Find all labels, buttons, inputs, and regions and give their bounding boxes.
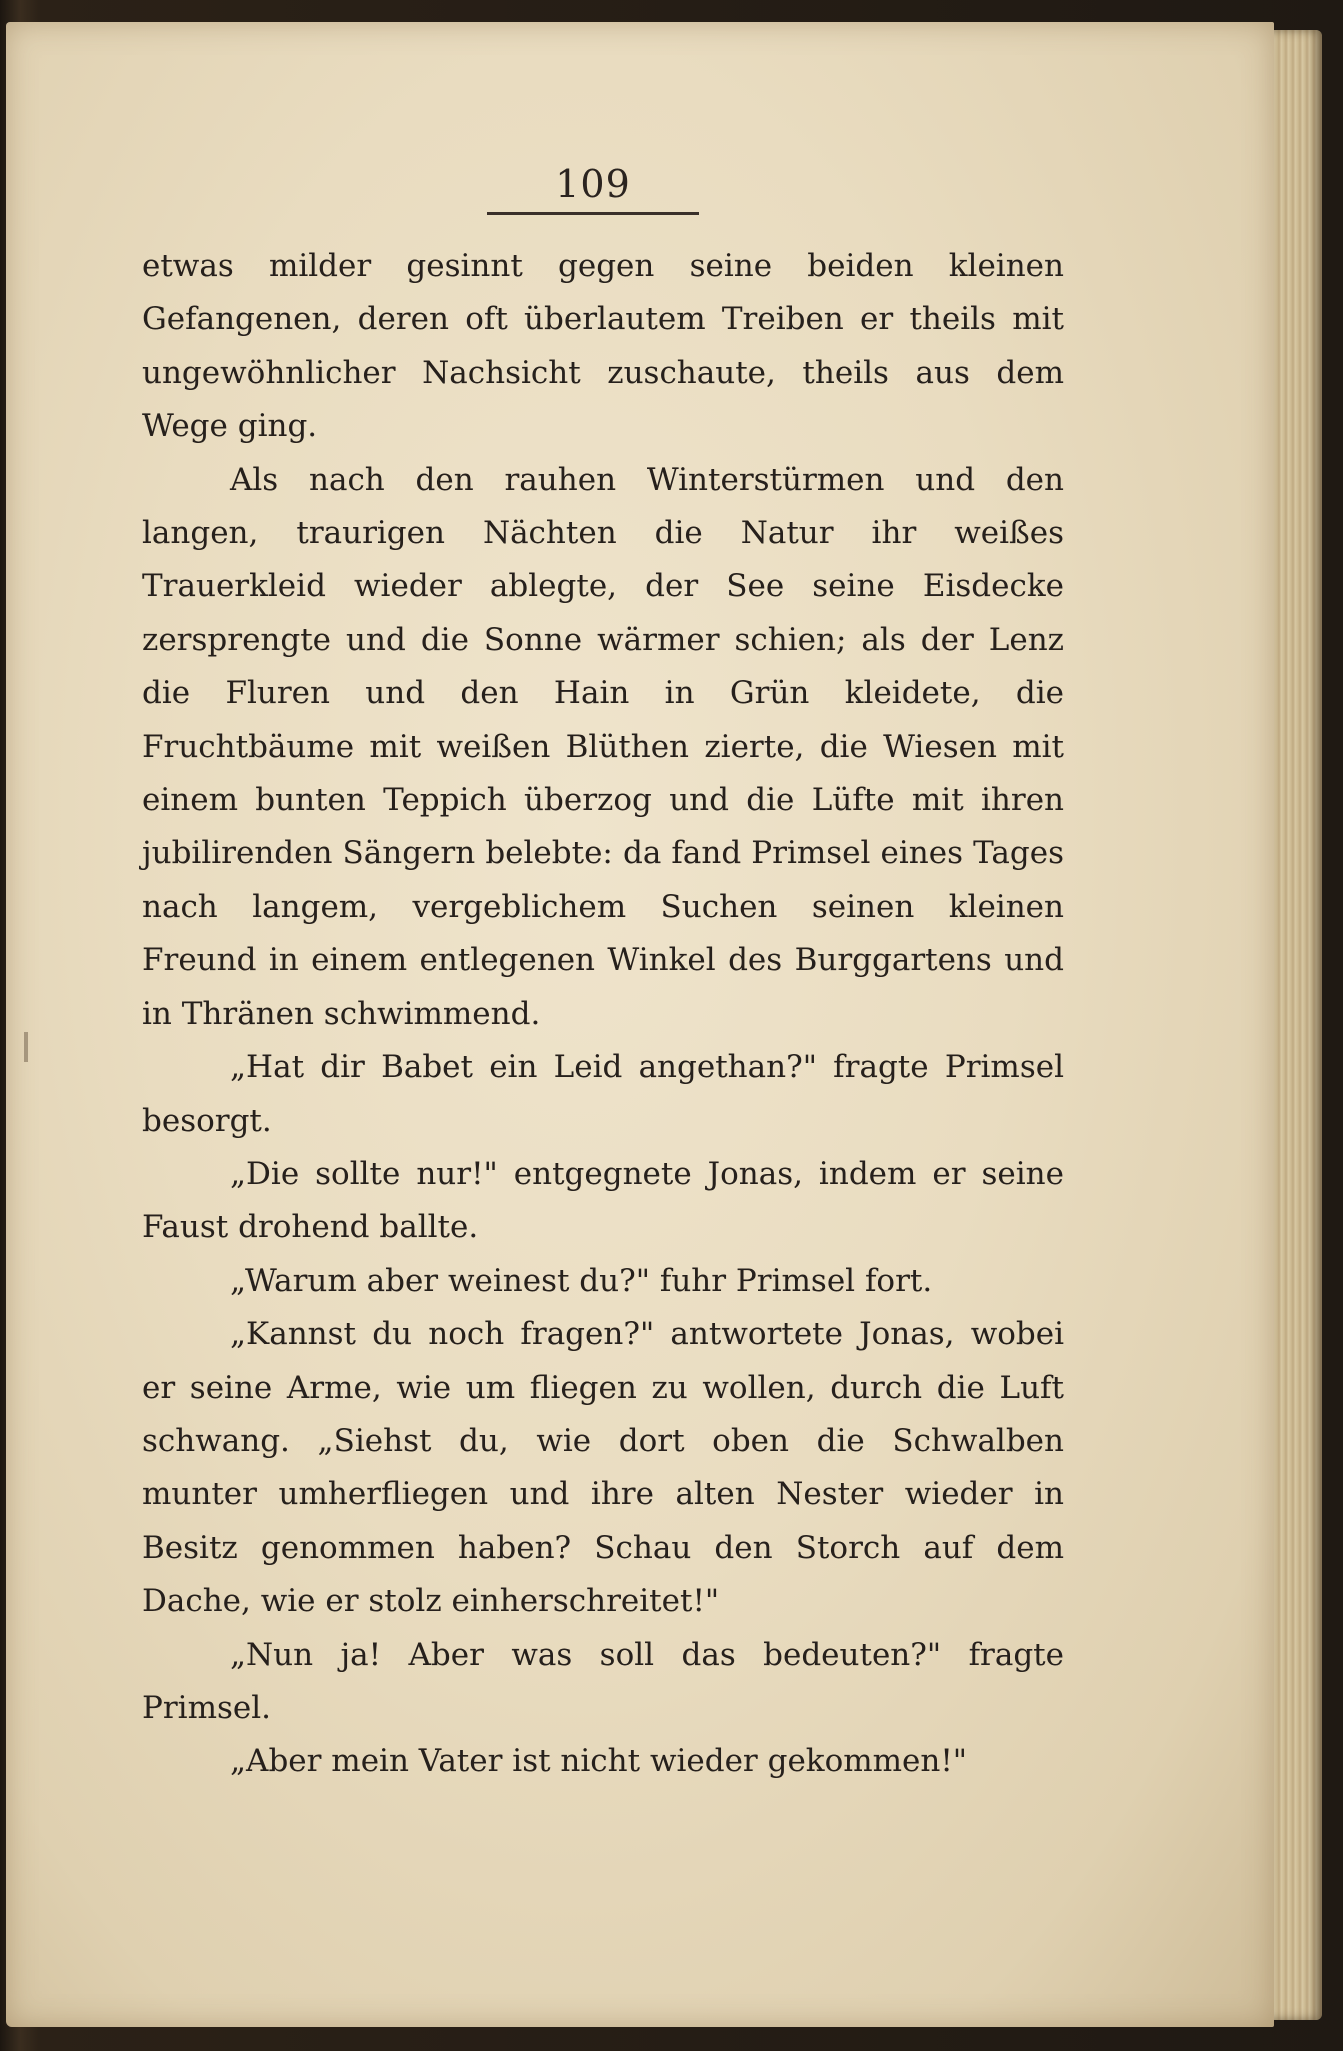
paragraph: „Hat dir Babet ein Leid angethan?" fragte Primsel besorgt. [142, 1049, 1064, 1139]
paragraph: „Nun ja! Aber was soll das bedeuten?" fragte Primsel. [142, 1636, 1064, 1726]
paragraph: „Kannst du noch fragen?" antwortete Jonas, wobei er seine Arme, wie um fliegen zu wollen, durch die Luft schwang. „Siehst du, wie dort oben die Schwalben munter umherfliegen und ihre alten Nester wieder in Besitz genommen haben? Schau den Storch auf dem Dache, wie er stolz einherschreitet!" [142, 1316, 1064, 1620]
paragraph: „Warum aber weinest du?" fuhr Primsel fort. [230, 1262, 933, 1299]
paragraph: „Die sollte nur!" entgegnete Jonas, indem er seine Faust drohend ballte. [142, 1155, 1064, 1246]
book-page [6, 22, 1274, 2027]
page-number: 109 [555, 162, 631, 206]
header-rule [487, 212, 699, 215]
book-fore-edge [1274, 30, 1322, 2020]
margin-mark [24, 1032, 28, 1062]
paragraph: „Aber mein Vater ist nicht wieder gekommen!" [230, 1743, 968, 1780]
paragraph: etwas milder gesinnt gegen seine beiden kleinen Gefangenen, deren oft überlautem Treiben er theils mit ungewöhnlicher Nachsicht zuschaute, theils aus dem Wege ging. [142, 248, 1064, 445]
paragraph: Als nach den rauhen Winterstürmen und den langen, traurigen Nächten die Natur ihr weißes Trauerkleid wieder ablegte, der See seine Eisdecke zersprengte und die Sonne wärmer schien; als der Lenz die Fluren und den Hain in Grün kleidete, die Fruchtbäume mit weißen Blüthen zierte, die Wiesen mit einem bunten Teppich überzog und die Lüfte mit ihren jubilirenden Sängern belebte: da fand Primsel eines Tages nach langem, vergeblichem Suchen seinen kleinen Freund in einem entlegenen Winkel des Burggartens und in Thränen schwimmend. [142, 461, 1064, 1032]
page-body [142, 240, 1064, 1789]
